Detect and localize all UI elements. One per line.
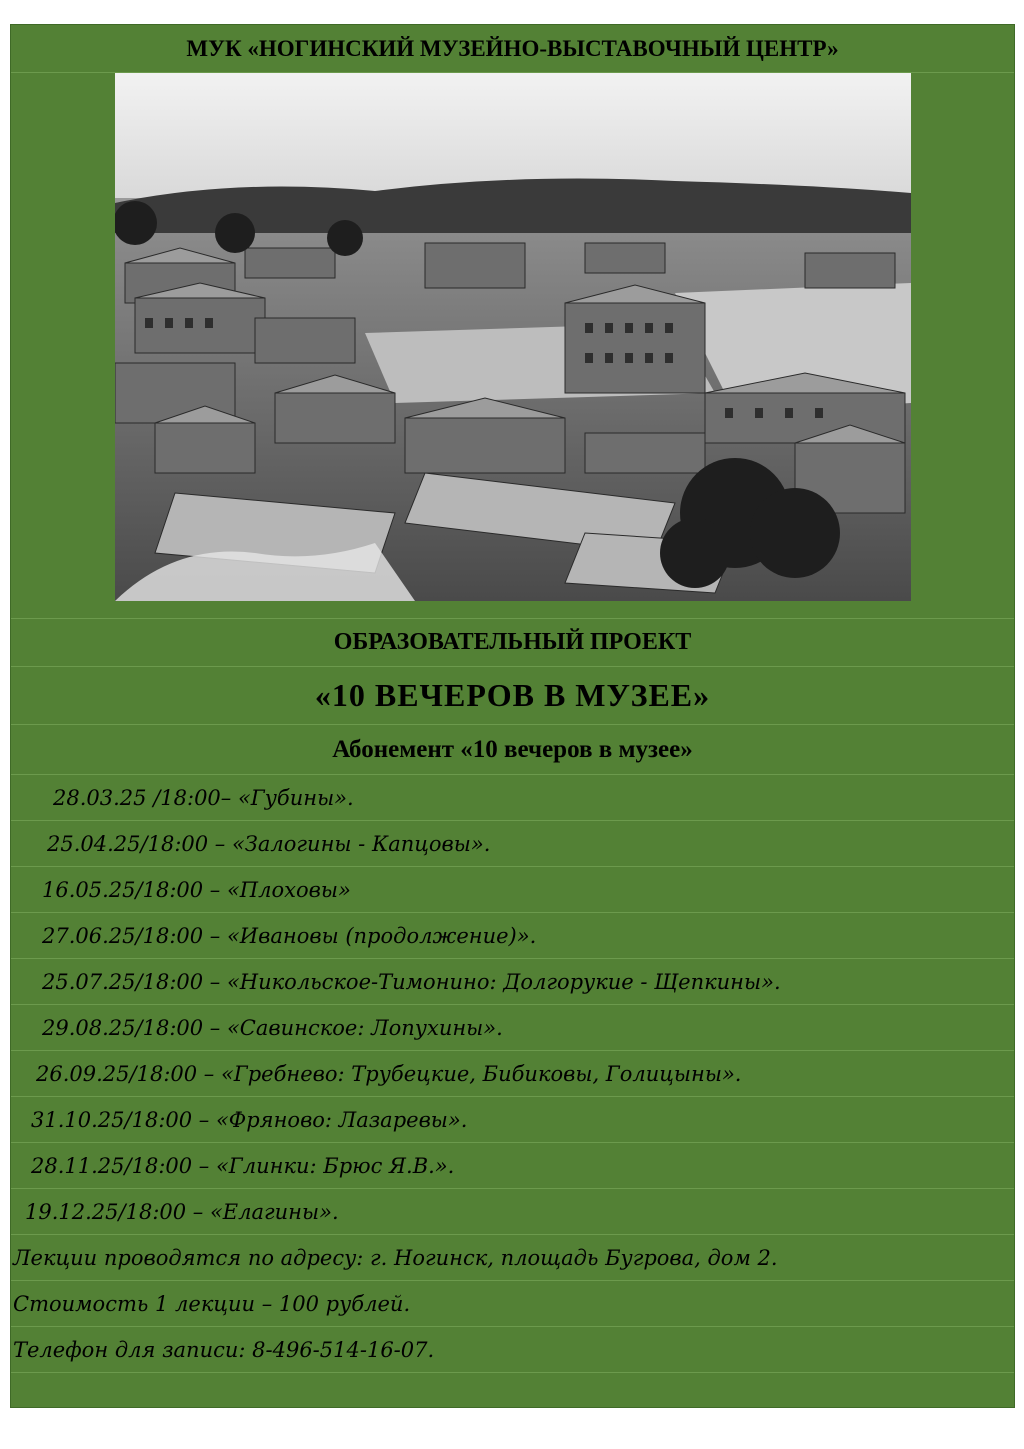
town-photo-illustration xyxy=(115,73,911,601)
org-title: МУК «НОГИНСКИЙ МУЗЕЙНО-ВЫСТАВОЧНЫЙ ЦЕНТР» xyxy=(11,25,1014,73)
subscription-label: Абонемент «10 вечеров в музее» xyxy=(11,725,1014,775)
project-title: «10 ВЕЧЕРОВ В МУЗЕЕ» xyxy=(11,667,1014,725)
event-item-2: 25.04.25/18:00 – «Залогины - Капцовы». xyxy=(11,821,1014,867)
empty-row xyxy=(11,1373,1014,1408)
project-label: ОБРАЗОВАТЕЛЬНЫЙ ПРОЕКТ xyxy=(11,619,1014,667)
event-item-8: 31.10.25/18:00 – «Фряново: Лазаревы». xyxy=(11,1097,1014,1143)
event-item-9: 28.11.25/18:00 – «Глинки: Брюс Я.В.». xyxy=(11,1143,1014,1189)
historic-town-photo xyxy=(115,73,911,601)
event-item-3: 16.05.25/18:00 – «Плоховы» xyxy=(11,867,1014,913)
event-item-6: 29.08.25/18:00 – «Савинское: Лопухины». xyxy=(11,1005,1014,1051)
address-line: Лекции проводятся по адресу: г. Ногинск, площадь Бугрова, дом 2. xyxy=(11,1235,1014,1281)
photo-row xyxy=(11,73,1014,619)
event-item-5: 25.07.25/18:00 – «Никольское-Тимонино: Долгорукие - Щепкины». xyxy=(11,959,1014,1005)
price-line: Стоимость 1 лекции – 100 рублей. xyxy=(11,1281,1014,1327)
event-item-7: 26.09.25/18:00 – «Гребнево: Трубецкие, Бибиковы, Голицыны». xyxy=(11,1051,1014,1097)
phone-line: Телефон для записи: 8-496-514-16-07. xyxy=(11,1327,1014,1373)
event-item-1: 28.03.25 /18:00– «Губины». xyxy=(11,775,1014,821)
event-item-10: 19.12.25/18:00 – «Елагины». xyxy=(11,1189,1014,1235)
event-item-4: 27.06.25/18:00 – «Ивановы (продолжение)». xyxy=(11,913,1014,959)
poster-sheet xyxy=(10,24,1015,1408)
